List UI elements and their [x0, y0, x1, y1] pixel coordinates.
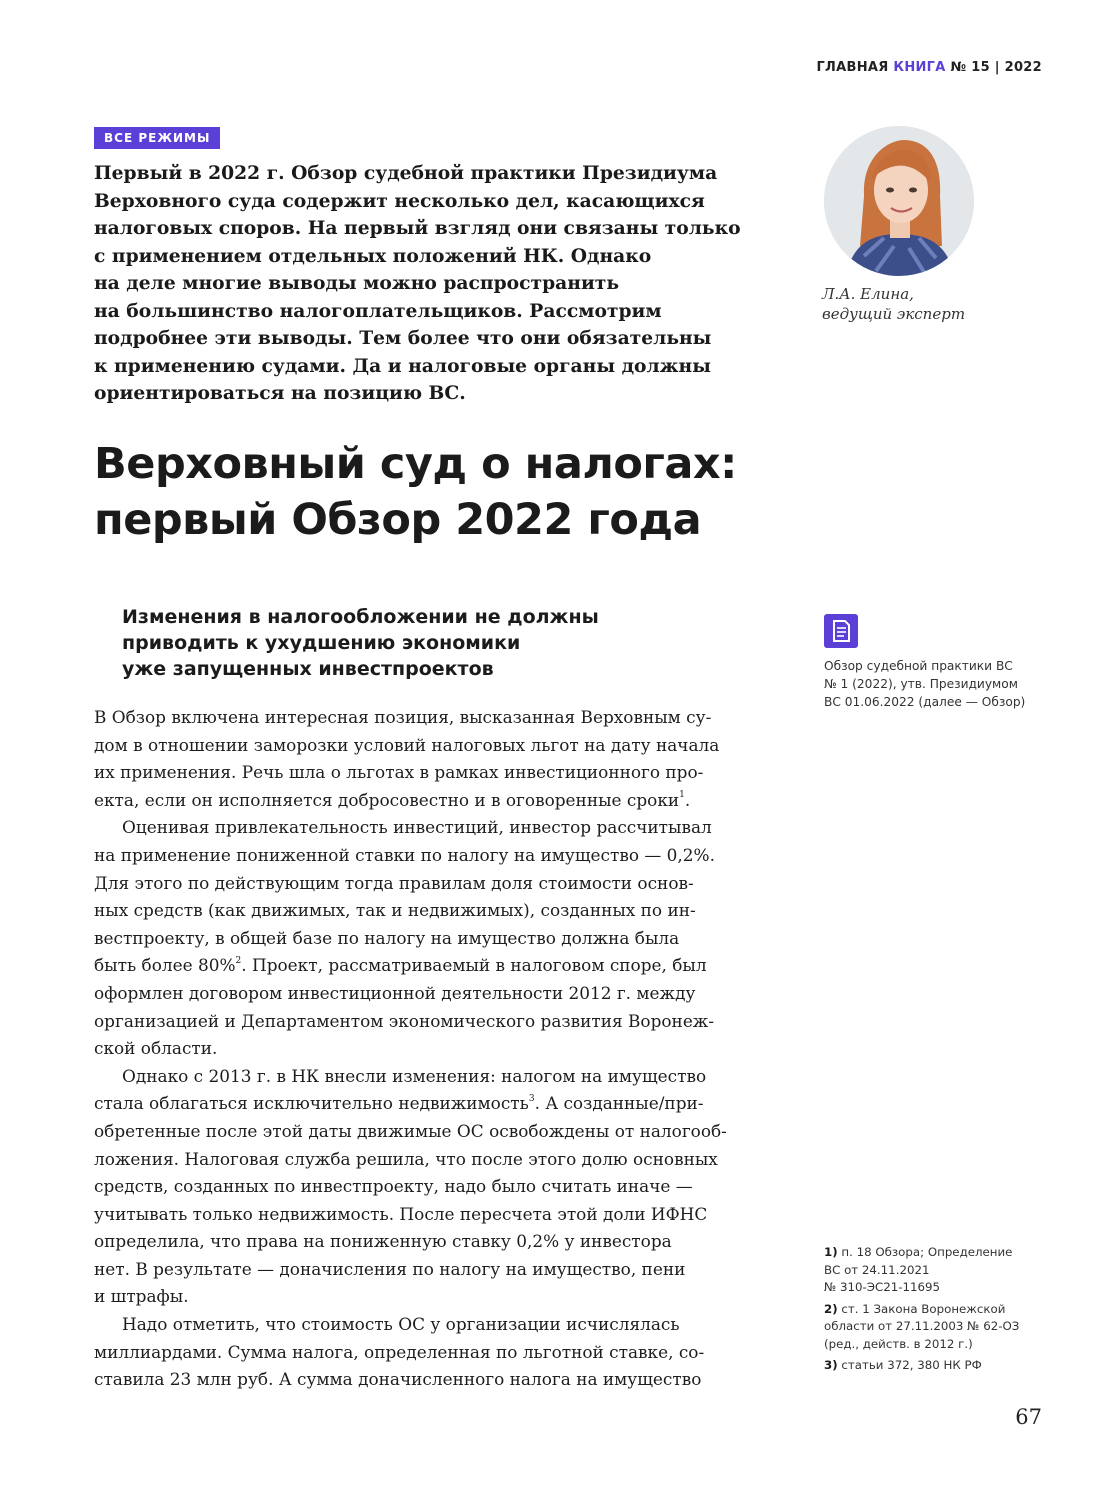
footnote-number: 2) [824, 1301, 838, 1316]
body-text: и штрафы. [94, 1286, 189, 1307]
lead-line: налоговых споров. На первый взгляд они связаны только [94, 217, 741, 239]
body-text: ложения. Налоговая служба решила, что после этого долю основных [94, 1148, 718, 1169]
title-line: первый Обзор 2022 года [94, 495, 702, 545]
body-text: организацией и Департаментом экономического развития Воронеж- [94, 1010, 715, 1031]
footnote-text: (ред., действ. в 2012 г.) [824, 1336, 973, 1351]
body-text: оформлен договором инвестиционной деятельности 2012 г. между [94, 982, 696, 1003]
body-line [94, 952, 774, 980]
body-text: ставила 23 млн руб. А сумма доначисленного налога на имущество [94, 1369, 702, 1390]
body-text: . Проект, рассматриваемый в налоговом споре, был [241, 955, 707, 976]
footnote-line [824, 1301, 1019, 1319]
footnote [824, 1244, 1019, 1297]
footnote [824, 1301, 1019, 1354]
body-text: миллиардами. Сумма налога, определенная по льготной ставке, со- [94, 1341, 705, 1362]
body-line [94, 704, 774, 732]
body-line [94, 1035, 774, 1063]
body-text: . [684, 789, 691, 810]
body-line [94, 842, 774, 870]
lead-paragraph [94, 160, 784, 408]
body-line [94, 1366, 774, 1394]
document-icon [824, 614, 858, 648]
body-text: стала облагаться исключительно недвижимость [94, 1093, 529, 1114]
footnote-line [824, 1336, 1019, 1354]
footnote-ref[interactable]: 1 [679, 790, 685, 801]
lead-line: ориентироваться на позицию ВС. [94, 382, 466, 404]
body-line [94, 1090, 774, 1118]
body-text: ных средств (как движимых, так и недвижимых), созданных по ин- [94, 900, 696, 921]
body-text: их применения. Речь шла о льготах в рамках инвестиционного про- [94, 762, 704, 783]
footnote-text: области от 27.11.2003 № 62-ОЗ [824, 1319, 1020, 1333]
running-head [816, 60, 1042, 75]
category-tag: ВСЕ РЕЖИМЫ [94, 127, 220, 149]
body-text: учитывать только недвижимость. После пересчета этой доли ИФНС [94, 1203, 708, 1224]
author-role: ведущий эксперт [822, 305, 966, 323]
body-text: обретенные после этой даты движимые ОС освобождены от налогооб- [94, 1120, 727, 1141]
footnote-ref[interactable]: 2 [235, 955, 242, 966]
body-text: определила, что права на пониженную ставку 0,2% у инвестора [94, 1231, 672, 1252]
footnote [824, 1357, 1019, 1375]
lead-line: Верховного суда содержит несколько дел, касающихся [94, 189, 705, 212]
body-text: екта, если он исполняется добросовестно и в оговоренные сроки [94, 789, 680, 810]
footnote-text: ст. 1 Закона Воронежской [841, 1301, 1006, 1316]
footnote-text: статьи 372, 380 НК РФ [841, 1358, 982, 1372]
sidenote-line: № 1 (2022), утв. Президиумом [824, 677, 1018, 691]
sidenote-line: Обзор судебной практики ВС [824, 659, 1013, 673]
subheading-line: Изменения в налогообложении не должны [122, 606, 599, 628]
lead-line: на деле многие выводы можно распространить [94, 272, 620, 294]
body-line [94, 1118, 774, 1146]
body-text: Для этого по действующим тогда правилам доля стоимости основ- [94, 872, 694, 893]
body-line [94, 759, 774, 787]
sidenote-line: ВС 01.06.2022 (далее — Обзор) [824, 695, 1026, 709]
author-caption [822, 284, 965, 324]
magazine-name-part2: КНИГА [893, 60, 946, 75]
footnote-line [824, 1244, 1019, 1262]
body-text: дом в отношении заморозки условий налоговых льгот на дату начала [94, 734, 720, 755]
body-line [94, 870, 774, 898]
footnote-number: 3) [824, 1358, 838, 1372]
body-line [94, 732, 774, 760]
body-line [94, 787, 774, 815]
footnote-ref[interactable]: 3 [528, 1093, 535, 1104]
body-text: В Обзор включена интересная позиция, высказанная Верховным су- [94, 707, 712, 727]
footnote-line [824, 1357, 1019, 1375]
body-text: ской области. [94, 1038, 218, 1059]
body-text: нет. В результате — доначисления по налогу на имущество, пени [94, 1258, 686, 1279]
lead-line: Первый в 2022 г. Обзор судебной практики Президиума [94, 162, 718, 184]
body-line [94, 1008, 774, 1036]
body-line [94, 1146, 774, 1174]
author-name: Л.А. Елина, [822, 285, 914, 303]
footnote-text: № 310-ЭС21-11695 [824, 1280, 941, 1294]
body-line [94, 897, 774, 925]
article-body [94, 704, 774, 1394]
body-text: вестпроекту, в общей базе по налогу на имущество должна была [94, 927, 680, 948]
lead-line: на большинство налогоплательщиков. Рассмотрим [94, 299, 662, 322]
body-text: быть более 80% [94, 955, 236, 976]
body-line [94, 1283, 774, 1311]
footnote-line [824, 1318, 1019, 1336]
body-text: . А созданные/при- [534, 1093, 704, 1114]
body-line [94, 1339, 774, 1367]
body-line [94, 1201, 774, 1229]
footnote-text: ВС от 24.11.2021 [824, 1262, 930, 1277]
body-line [94, 1173, 774, 1201]
body-line [94, 1256, 774, 1284]
footnote-number: 1) [824, 1245, 838, 1259]
author-photo [824, 126, 974, 276]
magazine-name-part1: ГЛАВНАЯ [816, 60, 889, 75]
body-line [94, 1228, 774, 1256]
source-sidenote [824, 657, 1025, 711]
lead-line: с применением отдельных положений НК. Однако [94, 244, 652, 267]
body-line [94, 1063, 774, 1091]
body-text: Оценивая привлекательность инвестиций, инвестор рассчитывал [122, 817, 712, 838]
body-line [94, 814, 774, 842]
footnote-line [824, 1262, 1019, 1280]
title-line: Верховный суд о налогах: [94, 439, 737, 489]
article-title [94, 436, 737, 548]
page-number: 67 [1015, 1405, 1042, 1429]
lead-line: к применению судами. Да и налоговые органы должны [94, 354, 711, 377]
subheading-line: уже запущенных инвестпроектов [122, 658, 494, 680]
subheading-line: приводить к ухудшению экономики [122, 632, 521, 654]
issue-number: № 15 | 2022 [950, 60, 1042, 75]
footnote-line [824, 1279, 1019, 1297]
lead-line: подробнее эти выводы. Тем более что они обязательны [94, 327, 712, 349]
footnotes [824, 1244, 1019, 1379]
author-portrait-icon [824, 126, 974, 276]
body-text: на применение пониженной ставки по налогу на имущество — 0,2%. [94, 844, 715, 865]
section-subheading [122, 604, 599, 682]
body-line [94, 1311, 774, 1339]
footnote-text: п. 18 Обзора; Определение [841, 1245, 1013, 1259]
body-text: Надо отметить, что стоимость ОС у организации исчислялась [122, 1314, 680, 1335]
body-text: средств, созданных по инвестпроекту, надо было считать иначе — [94, 1176, 693, 1197]
body-line [94, 925, 774, 953]
body-text: Однако с 2013 г. в НК внесли изменения: налогом на имущество [122, 1065, 707, 1086]
body-line [94, 980, 774, 1008]
